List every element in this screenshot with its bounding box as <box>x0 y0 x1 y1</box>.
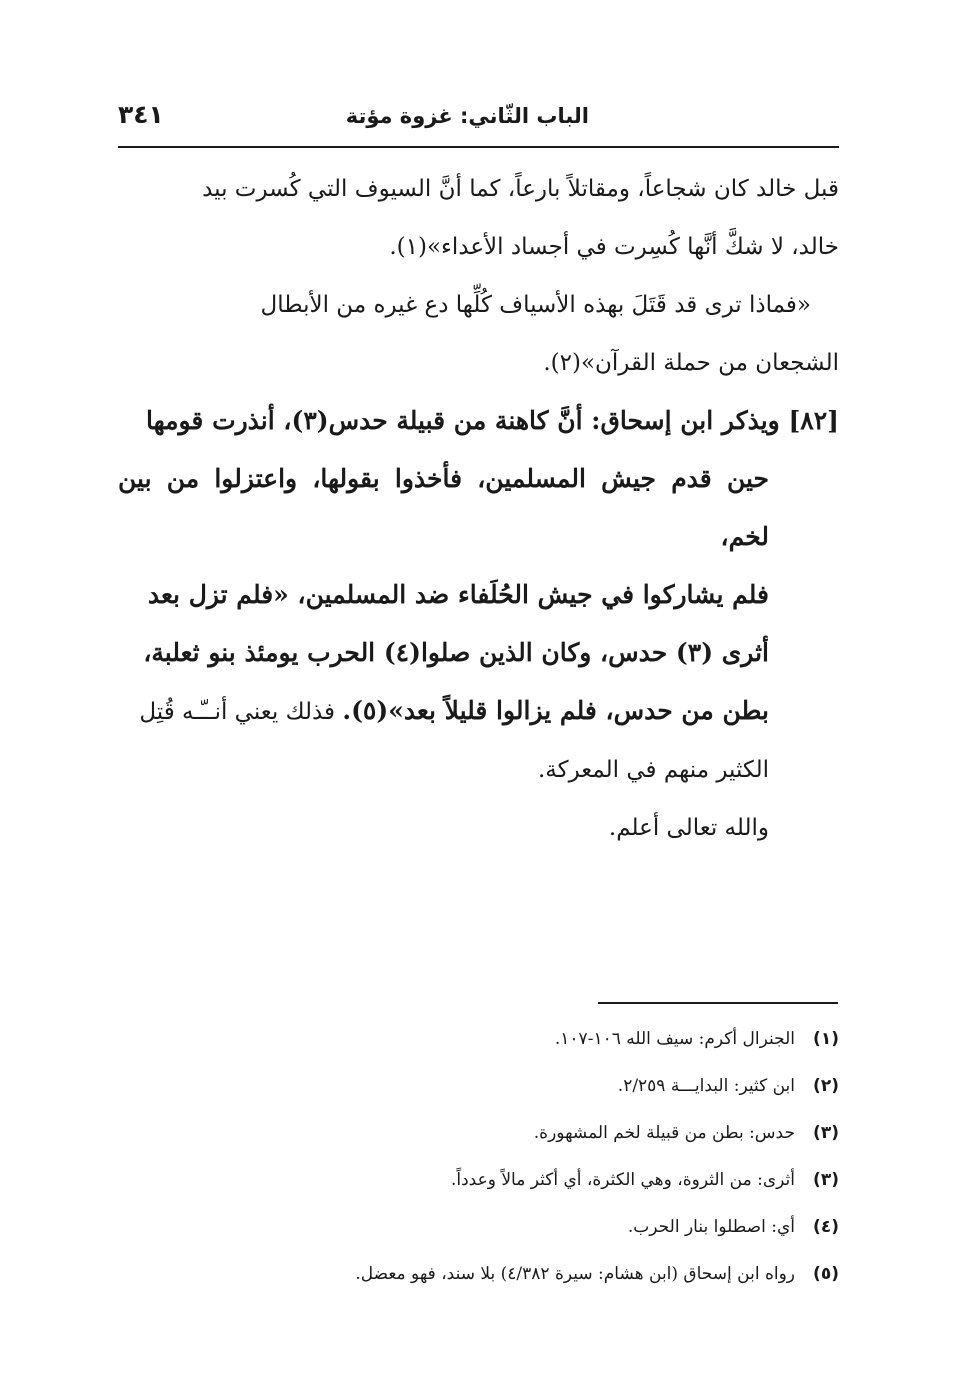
hadith-line: فلم يشاركوا في جيش الحُلَفاء ضد المسلمين، «فلم تزل بعد <box>147 580 769 609</box>
paragraph-line: الشجعان من حملة القرآن»(٢). <box>543 350 839 376</box>
page-number: ٣٤١ <box>118 100 164 129</box>
hadith-line <box>118 682 769 741</box>
hadith-line: حين قدم جيش المسلمين، فأخذوا بقولها، واعتزلوا من بين لخم، <box>118 464 769 551</box>
paragraph-line: قبل خالد كان شجاعاً، ومقاتلاً بارعاً، كما أنَّ السيوف التي كُسرت بيد <box>202 176 839 202</box>
running-title: الباب الثّاني: غزوة مؤتة <box>345 104 589 128</box>
footnote <box>118 1016 839 1063</box>
footnote <box>118 1251 839 1298</box>
closing-line: والله تعالى أعلم. <box>608 815 769 841</box>
footnotes <box>118 1016 839 1298</box>
footnote-text: رواه ابن إسحاق (ابن هشام: سيرة ٤/٣٨٢) بلا سند، فهو معضل. <box>355 1264 795 1284</box>
main-text <box>118 160 839 857</box>
hadith-line: الكثير منهم في المعركة. <box>537 757 769 783</box>
paragraph-line: «فماذا ترى قد قَتَلَ بهذه الأسياف كُلِّها دع غيره من الأبطال <box>260 292 811 318</box>
footnote <box>118 1110 839 1157</box>
hadith-line: أثرى (٣) حدس، وكان الذين صلوا(٤) الحرب يومئذ بنو ثعلبة، <box>143 638 769 667</box>
footnote <box>118 1157 839 1204</box>
footnote-number: (٥) <box>813 1264 839 1284</box>
footnote-text: حدس: بطن من قبيلة لخم المشهورة. <box>533 1123 795 1143</box>
footnote-rule <box>598 1002 838 1004</box>
footnote-number: (١) <box>813 1029 839 1049</box>
footnote-text: أي: اصطلوا بنار الحرب. <box>627 1217 795 1237</box>
paragraph-line: خالد، لا شكَّ أنَّها كُسِرت في أجساد الأعداء»(١). <box>389 234 839 260</box>
footnote-number: (٣) <box>813 1123 839 1143</box>
hadith-plain-part: فذلك يعني أنــّـه قُتِل <box>139 699 343 725</box>
footnote-text: أثرى: من الثروة، وهي الكثرة، أي أكثر مالاً وعدداً. <box>450 1170 795 1190</box>
footnote <box>118 1204 839 1251</box>
footnote-text: الجنرال أكرم: سيف الله ١٠٦-١٠٧. <box>554 1029 795 1049</box>
footnote-text: ابن كثير: البدايـــة ٢/٢٥٩. <box>617 1076 795 1096</box>
footnote <box>118 1063 839 1110</box>
hadith-bold-part: بطن من حدس، فلم يزالوا قليلاً بعد»(٥). <box>342 696 769 725</box>
page-header <box>118 100 839 144</box>
footnote-number: (٤) <box>813 1217 839 1237</box>
hadith-line: [٨٢] ويذكر ابن إسحاق: أنَّ كاهنة من قبيلة حدس(٣)، أنذرت قومها <box>145 406 839 435</box>
footnote-number: (٣) <box>813 1170 839 1190</box>
header-rule <box>118 146 839 148</box>
footnote-number: (٢) <box>813 1076 839 1096</box>
